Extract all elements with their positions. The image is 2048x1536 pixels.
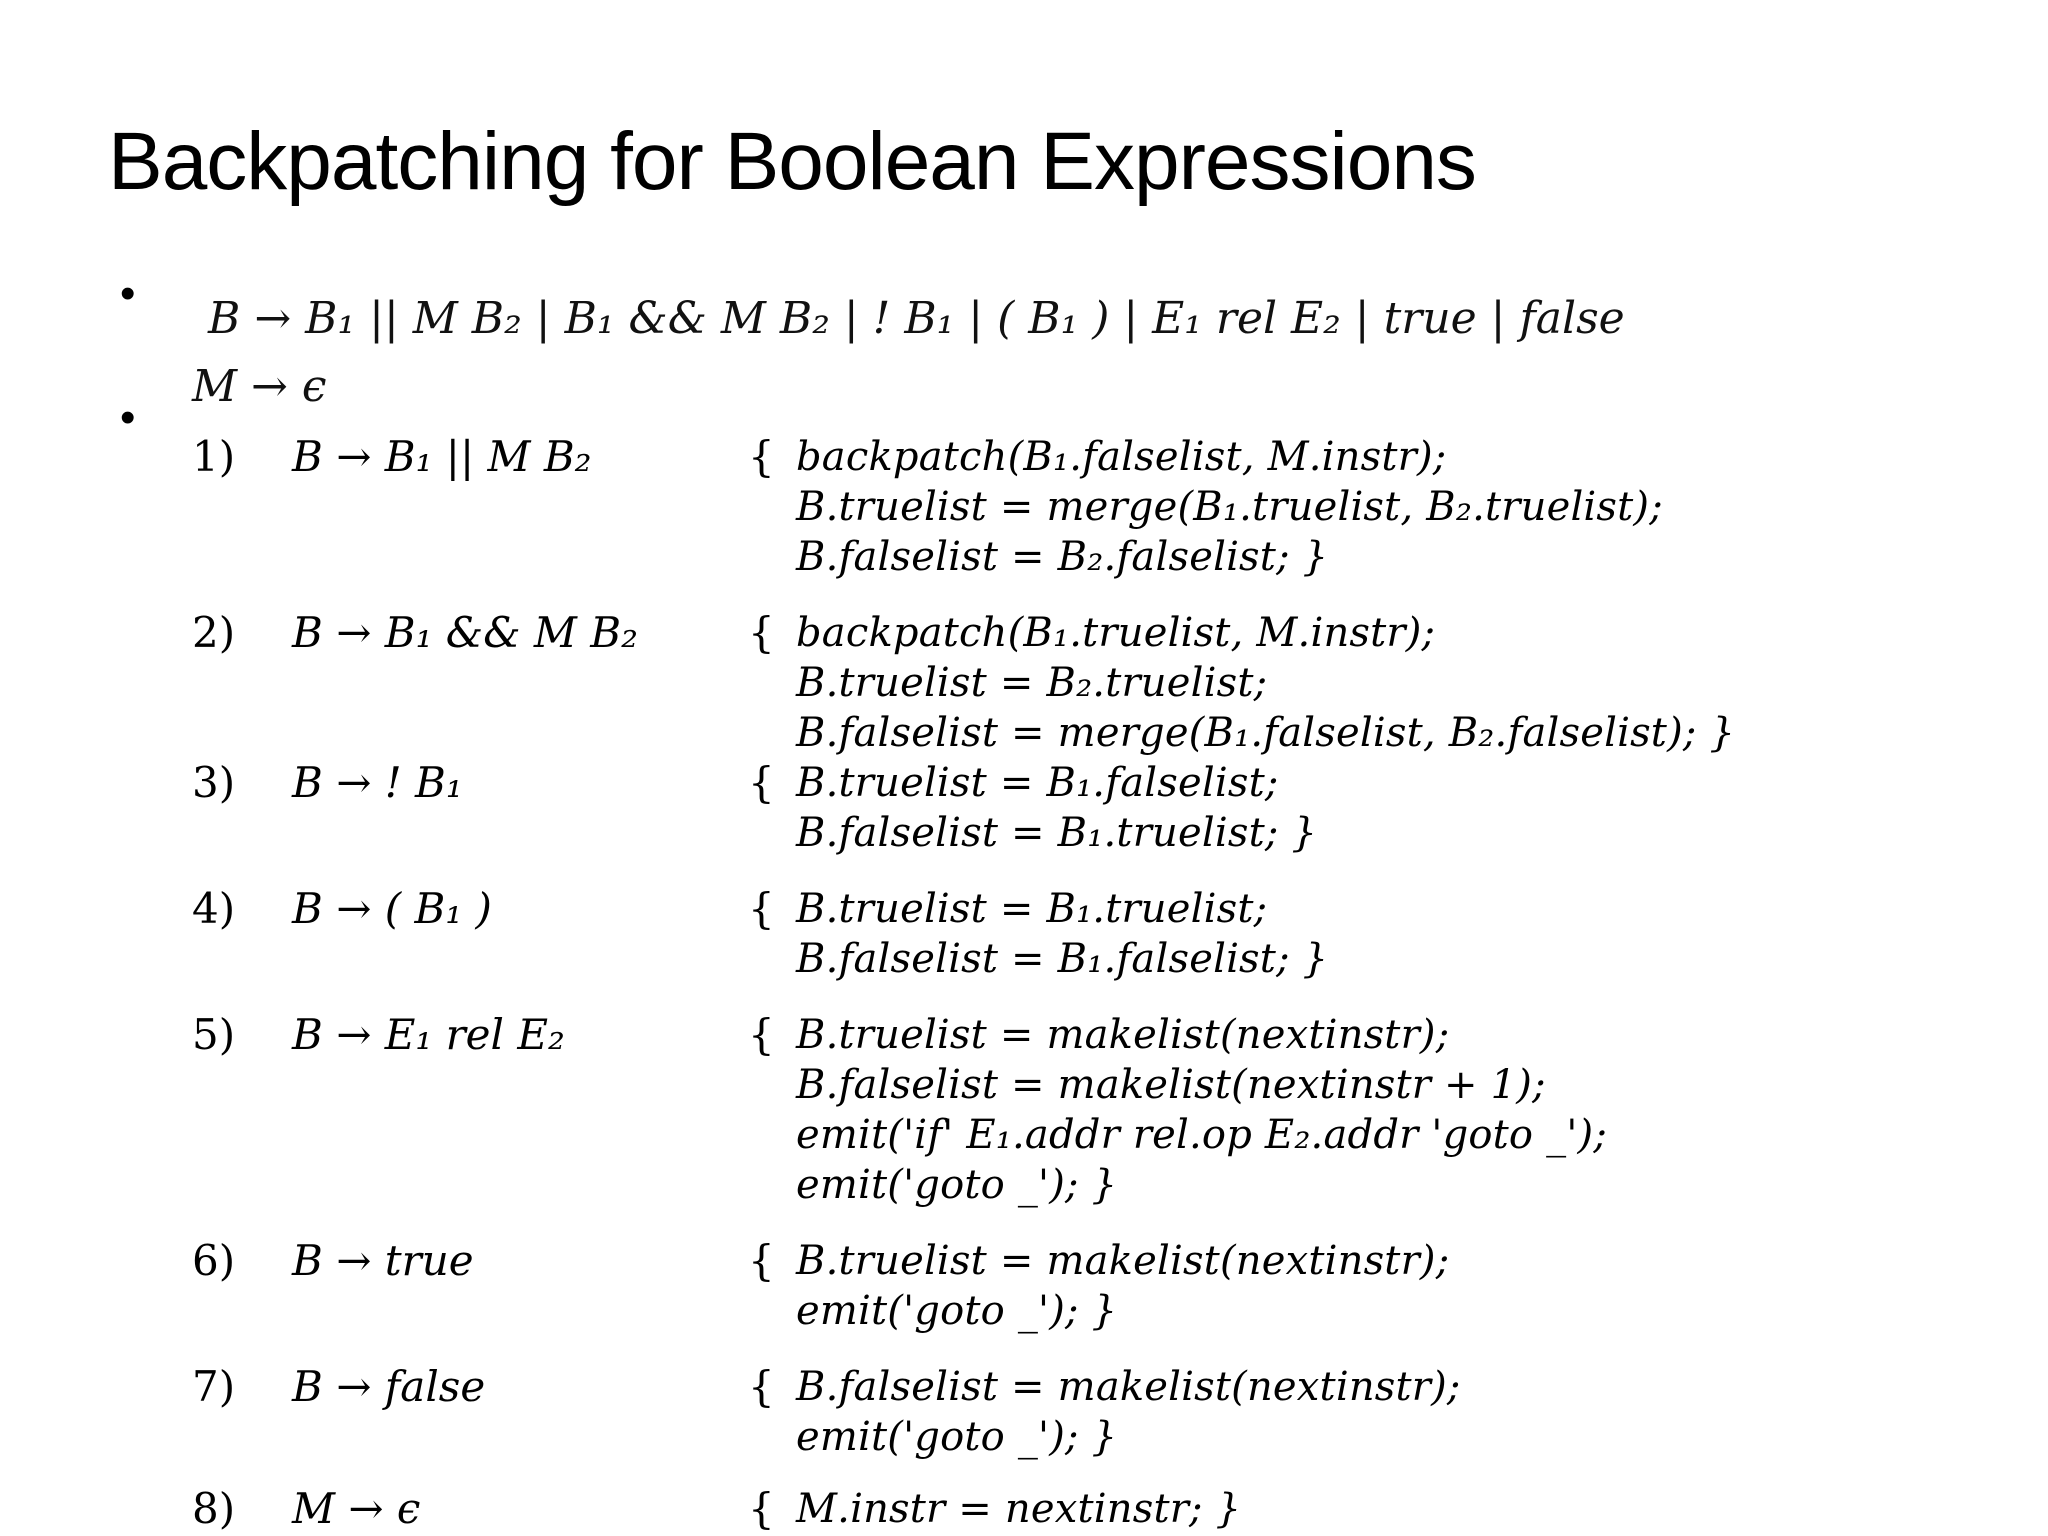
semantic-action-line: emit('goto _'); } bbox=[796, 1414, 1118, 1460]
action-brace: { bbox=[748, 1484, 775, 1533]
action-brace: { bbox=[748, 1236, 775, 1285]
semantic-action-line: emit('if' E₁.addr rel.op E₂.addr 'goto _'); bbox=[796, 1112, 1608, 1158]
semantic-action-line: emit('goto _'); } bbox=[796, 1162, 1118, 1208]
rule-production: B → ( B₁ ) bbox=[292, 884, 492, 933]
semantic-action-line: B.truelist = merge(B₁.truelist, B₂.truelist); bbox=[796, 484, 1663, 530]
action-brace: { bbox=[748, 608, 775, 657]
semantic-action-line: B.falselist = B₁.truelist; } bbox=[796, 810, 1318, 856]
semantic-action-line: B.truelist = makelist(nextinstr); bbox=[796, 1238, 1450, 1284]
rule-number: 7) bbox=[192, 1362, 236, 1411]
semantic-action-line: B.truelist = makelist(nextinstr); bbox=[796, 1012, 1450, 1058]
action-brace: { bbox=[748, 1362, 775, 1411]
rule-production: B → ! B₁ bbox=[292, 758, 463, 807]
rule-number: 2) bbox=[192, 608, 236, 657]
semantic-action-line: M.instr = nextinstr; } bbox=[796, 1486, 1242, 1532]
slide-title: Backpatching for Boolean Expressions bbox=[108, 116, 1476, 207]
action-brace: { bbox=[748, 884, 775, 933]
rule-production: M → ϵ bbox=[292, 1484, 421, 1533]
semantic-action-line: B.truelist = B₁.truelist; bbox=[796, 886, 1268, 932]
rule-production: B → B₁ || M B₂ bbox=[292, 432, 592, 481]
action-brace: { bbox=[748, 432, 775, 481]
rule-number: 8) bbox=[192, 1484, 236, 1533]
semantic-action-line: B.falselist = makelist(nextinstr + 1); bbox=[796, 1062, 1546, 1108]
rule-number: 6) bbox=[192, 1236, 236, 1285]
rule-production: B → false bbox=[292, 1362, 486, 1411]
action-brace: { bbox=[748, 1010, 775, 1059]
semantic-action-line: B.falselist = makelist(nextinstr); bbox=[796, 1364, 1461, 1410]
bullet-1: • bbox=[120, 269, 136, 318]
rule-production: B → B₁ && M B₂ bbox=[292, 608, 638, 657]
grammar-line-1: B → B₁ || M B₂ | B₁ && M B₂ | ! B₁ | ( B₁ ) | E₁ rel E₂ | true | false bbox=[208, 293, 1625, 344]
semantic-action-line: emit('goto _'); } bbox=[796, 1288, 1118, 1334]
rule-number: 4) bbox=[192, 884, 236, 933]
semantic-action-line: B.falselist = B₁.falselist; } bbox=[796, 936, 1329, 982]
semantic-action-line: B.falselist = B₂.falselist; } bbox=[796, 534, 1329, 580]
semantic-action-line: backpatch(B₁.truelist, M.instr); bbox=[796, 610, 1436, 656]
semantic-action-line: backpatch(B₁.falselist, M.instr); bbox=[796, 434, 1447, 480]
bullet-2: • bbox=[120, 393, 136, 442]
rule-production: B → true bbox=[292, 1236, 474, 1285]
rule-number: 1) bbox=[192, 432, 236, 481]
semantic-action-line: B.falselist = merge(B₁.falselist, B₂.falselist); } bbox=[796, 710, 1736, 756]
rule-number: 3) bbox=[192, 758, 236, 807]
semantic-action-line: B.truelist = B₂.truelist; bbox=[796, 660, 1268, 706]
rule-number: 5) bbox=[192, 1010, 236, 1059]
rule-production: B → E₁ rel E₂ bbox=[292, 1010, 565, 1059]
grammar-line-2: M → ϵ bbox=[192, 361, 327, 412]
action-brace: { bbox=[748, 758, 775, 807]
semantic-action-line: B.truelist = B₁.falselist; bbox=[796, 760, 1279, 806]
